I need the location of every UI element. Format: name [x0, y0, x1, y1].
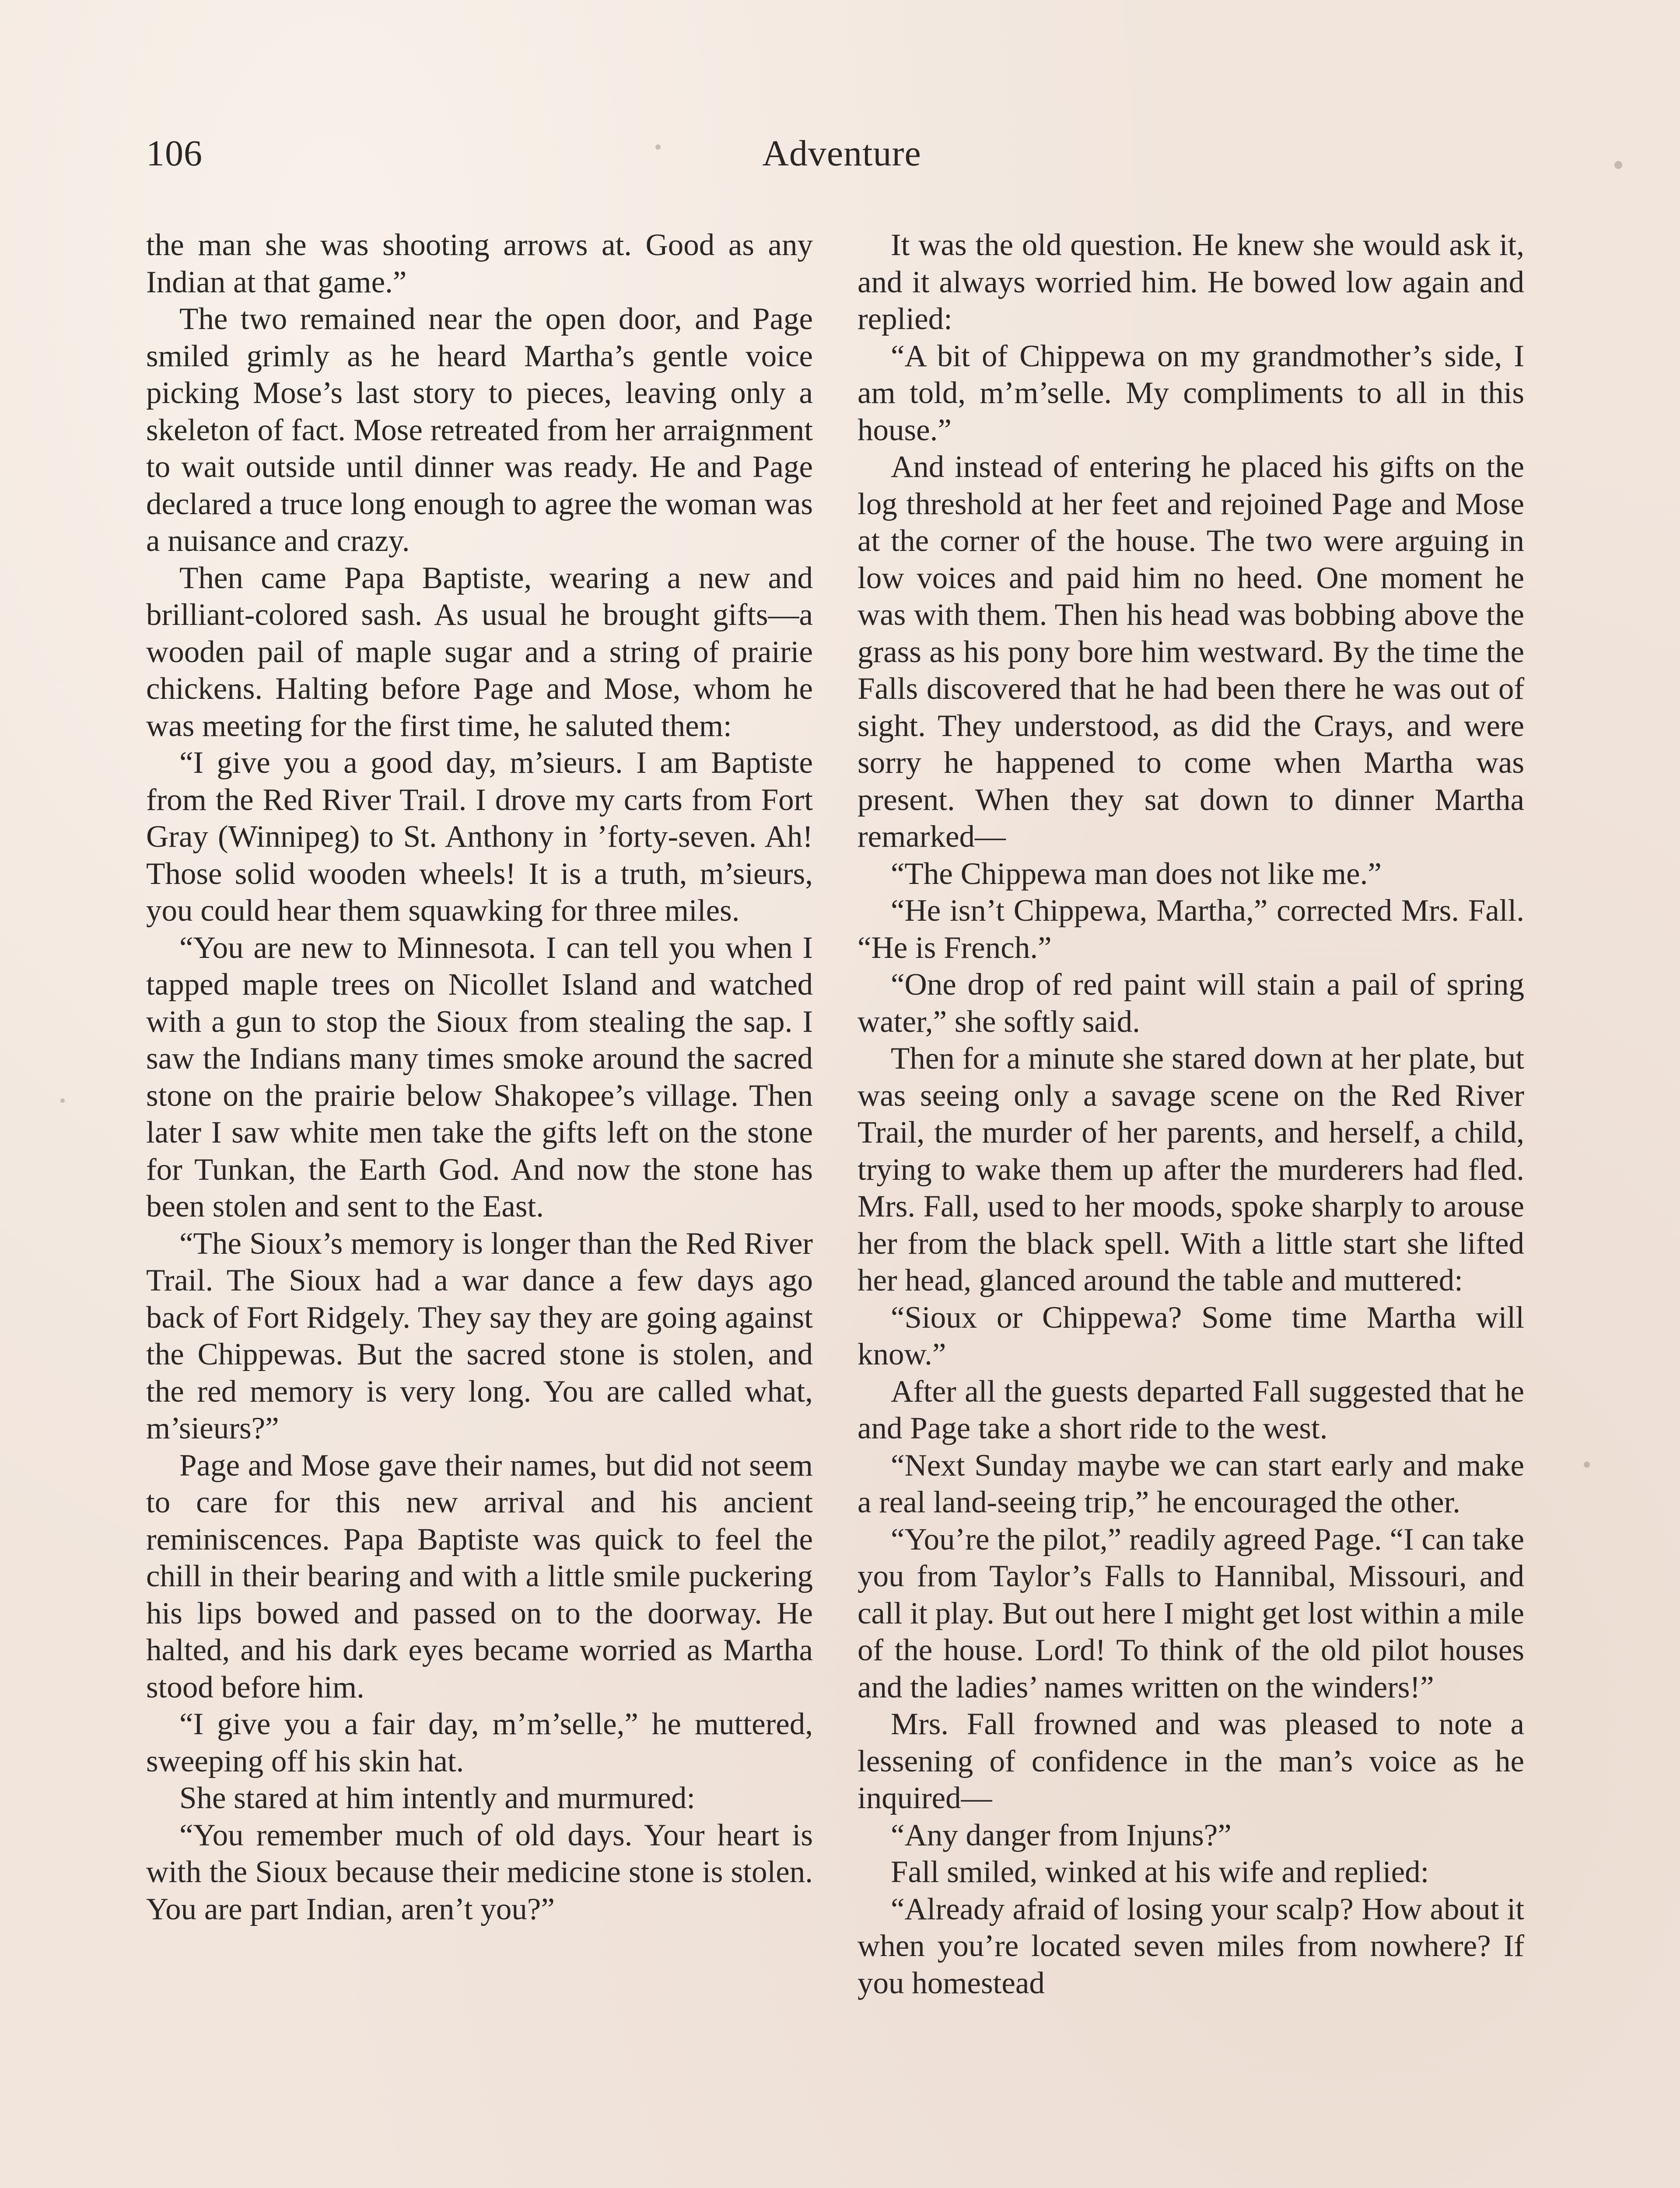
paragraph: She stared at him intently and murmured:: [179, 1781, 696, 1815]
paper-speck: [1584, 1462, 1590, 1468]
paragraph: “Sioux or Chippewa? Some time Martha will know.”: [858, 1300, 1524, 1371]
paper-speck: [1614, 161, 1622, 169]
running-title: Adventure: [762, 133, 921, 174]
paragraph: Fall smiled, winked at his wife and replied:: [891, 1855, 1429, 1889]
paragraph: The two remained near the open door, and Page smiled grimly as he heard Martha’s gentle voice picking Mose’s last story to pieces, leaving only a skeleton of fact. Mose retreated from her arraignment to wait outside until dinner was ready. He and Page declared a truce long enough to agree the woman was a nuisance and crazy.: [146, 302, 813, 558]
paragraph: “You’re the pilot,” readily agreed Page. “I can take you from Taylor’s Falls to Hannibal, Missouri, and call it play. But out here I might get lost within a mile of the house. Lord! To think of the old pilot houses and the ladies’ names written on the winders!”: [858, 1522, 1524, 1704]
left-text-column: [146, 227, 813, 1928]
paragraph: “You remember much of old days. Your heart is with the Sioux because their medicine stone is stolen. You are part Indian, aren’t you?”: [146, 1818, 813, 1926]
paragraph: “Any danger from Injuns?”: [891, 1818, 1232, 1852]
paragraph: “I give you a good day, m’sieurs. I am Baptiste from the Red River Trail. I drove my carts from Fort Gray (Winnipeg) to St. Anthony in ’forty-seven. Ah! Those solid wooden wheels! It is a truth, m’sieurs, you could hear them squawking for three miles.: [146, 746, 813, 928]
paper-speck: [655, 144, 661, 150]
page-number: 106: [146, 133, 203, 174]
paragraph: Then came Papa Baptiste, wearing a new and brilliant-colored sash. As usual he brought gifts—a wooden pail of maple sugar and a string of prairie chickens. Halting before Page and Mose, whom he was meeting for the first time, he saluted them:: [146, 561, 813, 743]
paragraph: “Next Sunday maybe we can start early and make a real land-seeing trip,” he encouraged the other.: [858, 1448, 1524, 1519]
paragraph: Mrs. Fall frowned and was pleased to note a lessening of confidence in the man’s voice as he inquired—: [858, 1707, 1524, 1815]
paragraph: It was the old question. He knew she would ask it, and it always worried him. He bowed low again and replied:: [858, 228, 1524, 336]
paragraph: “You are new to Minnesota. I can tell you when I tapped maple trees on Nicollet Island and watched with a gun to stop the Sioux from stealing the sap. I saw the Indians many times smoke around the sacred stone on the prairie below Shakopee’s village. Then later I saw white men take the gifts left on the stone for Tunkan, the Earth God. And now the stone has been stolen and sent to the East.: [146, 930, 813, 1224]
page-header: [146, 130, 1537, 182]
paragraph: “I give you a fair day, m’m’selle,” he muttered, sweeping off his skin hat.: [146, 1707, 813, 1778]
paragraph: After all the guests departed Fall suggested that he and Page take a short ride to the west.: [858, 1374, 1524, 1445]
paragraph: “The Sioux’s memory is longer than the Red River Trail. The Sioux had a war dance a few days ago back of Fort Ridgely. They say they are going against the Chippewas. But the sacred stone is stolen, and the red memory is very long. You are called what, m’sieurs?”: [146, 1226, 813, 1445]
paragraph: Then for a minute she stared down at her plate, but was seeing only a savage scene on the Red River Trail, the murder of her parents, and herself, a child, trying to wake them up after the murderers had fled. Mrs. Fall, used to her moods, spoke sharply to arouse her from the black spell. With a little start she lifted her head, glanced around the table and muttered:: [858, 1041, 1524, 1297]
paragraph: “He isn’t Chippewa, Martha,” corrected Mrs. Fall. “He is French.”: [858, 894, 1524, 965]
paragraph: “The Chippewa man does not like me.”: [891, 856, 1382, 891]
right-text-column: [858, 227, 1524, 2002]
paragraph: the man she was shooting arrows at. Good as any Indian at that game.”: [146, 228, 813, 299]
paragraph: Page and Mose gave their names, but did not seem to care for this new arrival and his ancient reminiscences. Papa Baptiste was quick to feel the chill in their bearing and with a little smile puckering his lips bowed and passed on to the doorway. He halted, and his dark eyes became worried as Martha stood before him.: [146, 1448, 813, 1704]
paragraph: “One drop of red paint will stain a pail of spring water,” she softly said.: [858, 968, 1524, 1039]
paragraph: “Already afraid of losing your scalp? How about it when you’re located seven miles from nowhere? If you homestead: [858, 1892, 1524, 2000]
paragraph: “A bit of Chippewa on my grandmother’s side, I am told, m’m’selle. My compliments to all in this house.”: [858, 339, 1524, 447]
paper-speck: [60, 1098, 65, 1103]
paragraph: And instead of entering he placed his gifts on the log threshold at her feet and rejoined Page and Mose at the corner of the house. The two were arguing in low voices and paid him no heed. One moment he was with them. Then his head was bobbing above the grass as his pony bore him westward. By the time the Falls discovered that he had been there he was out of sight. They understood, as did the Crays, and were sorry he happened to come when Martha was present. When they sat down to dinner Martha remarked—: [858, 450, 1524, 854]
